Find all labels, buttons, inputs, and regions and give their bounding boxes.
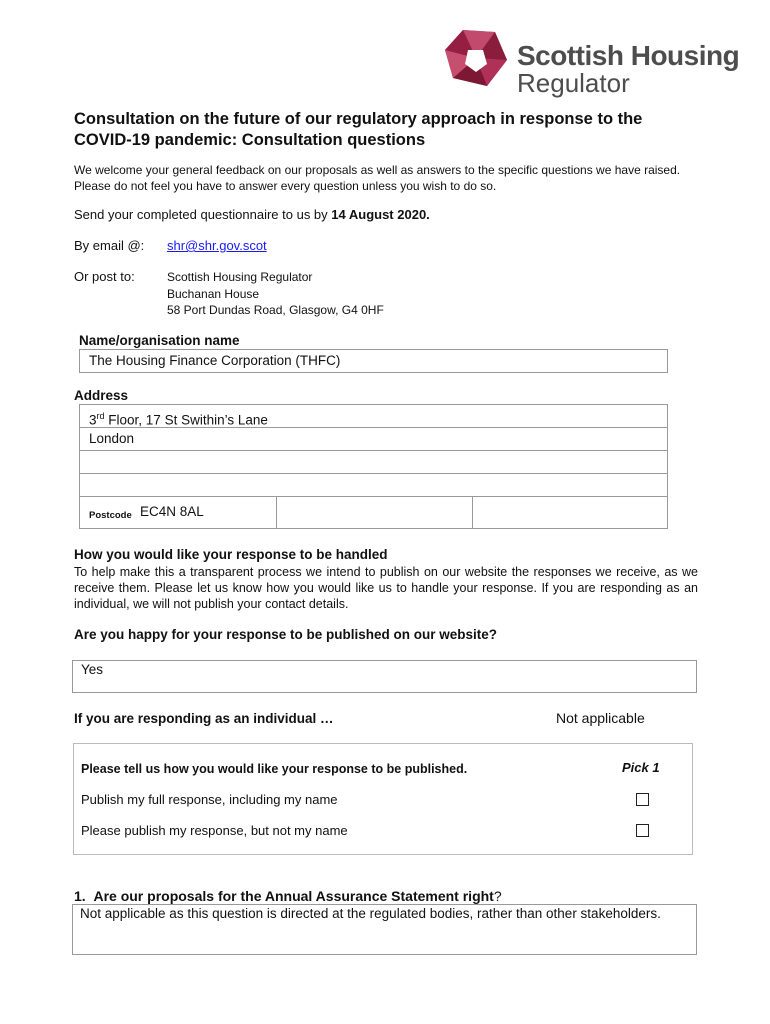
question-1-answer: Not applicable as this question is directed at the regulated bodies, rather than other stakeholders. [80,906,661,921]
address-line-4[interactable] [79,473,668,497]
publish-answer-value: Yes [81,662,104,677]
postcode-value: EC4N 8AL [140,504,204,519]
question-1-heading [74,888,502,904]
logo-name-line2: Regulator [517,68,630,98]
question-1-number: 1. [74,888,86,904]
address-line-1[interactable] [79,404,668,428]
address-line-1-rest: Floor, 17 St Swithin’s Lane [104,412,268,428]
post-line-1: Scottish Housing Regulator [167,270,313,284]
shr-logo-icon [443,28,509,90]
postal-address [167,269,384,319]
post-line-2: Buchanan House [167,286,260,301]
address-line-1-sup: rd [96,411,105,421]
postcode-label: Postcode [89,510,132,521]
address-line-1-number: 3 [89,412,97,428]
name-value: The Housing Finance Corporation (THFC) [89,353,341,368]
send-instruction [74,207,430,222]
address-extra-cell-1[interactable] [276,496,473,529]
address-line-3[interactable] [79,450,668,474]
publish-question: Are you happy for your response to be published on our website? [74,627,498,642]
postcode-field[interactable] [79,496,277,529]
name-field[interactable] [79,349,668,373]
post-line-3: 58 Port Dundas Road, Glasgow, G4 0HF [167,303,384,317]
individual-value: Not applicable [556,710,645,726]
email-link[interactable]: shr@shr.gov.scot [167,238,267,253]
post-label: Or post to: [74,269,135,284]
name-label: Name/organisation name [79,333,240,348]
option-anonymous-label: Please publish my response, but not my name [81,823,348,838]
send-deadline: 14 August 2020. [331,207,430,222]
question-1-mark: ? [493,888,502,904]
preference-heading: Please tell us how you would like your response to be published. [81,762,468,776]
option-anonymous-checkbox[interactable] [636,824,649,837]
address-extra-cell-2[interactable] [472,496,668,529]
question-1-text: Are our proposals for the Annual Assurance Statement right [93,888,494,904]
address-line-2-value: London [89,431,135,446]
handling-heading: How you would like your response to be handled [74,547,388,562]
intro-text: We welcome your general feedback on our proposals as well as answers to the specific questions we have raised. Please do not feel you have to answer every question unless you wish to do so. [74,163,681,193]
address-table [79,404,668,529]
email-label: By email @: [74,238,145,253]
option-full-response-checkbox[interactable] [636,793,649,806]
send-prefix: Send your completed questionnaire to us by [74,207,332,222]
publish-answer-field[interactable] [72,660,697,693]
pick-one-label: Pick 1 [622,760,660,775]
handling-body: To help make this a transparent process we intend to publish on our website the responses we receive, as we receive them. Please let us know how you would like us to handle your response. If you are responding as an individual, we will not publish your contact details. [74,565,698,611]
page-title: Consultation on the future of our regulatory approach in response to the COVID-19 pandemic: Consultation questions [74,110,643,149]
individual-label: If you are responding as an individual … [74,711,334,726]
address-line-2[interactable] [79,427,668,451]
logo-name-line1: Scottish Housing [517,40,740,71]
address-label: Address [74,388,129,403]
option-full-response-label: Publish my full response, including my name [81,792,338,807]
